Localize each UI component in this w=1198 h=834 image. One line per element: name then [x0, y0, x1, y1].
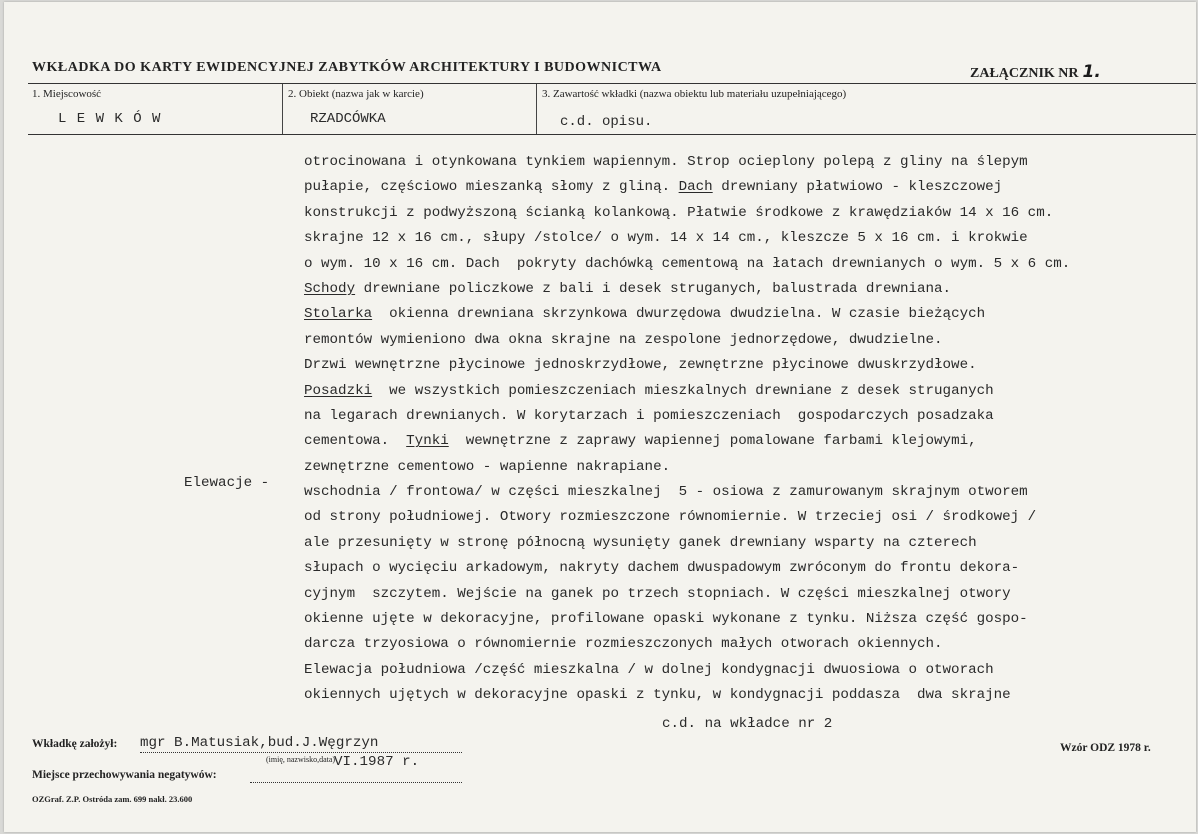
contents-label: 3. Zawartość wkładki (nazwa obiektu lub materiału uzupełniającego) — [542, 88, 847, 100]
section-heading: Tynki — [406, 433, 449, 450]
author-label: Wkładkę założył: — [32, 738, 118, 750]
text-line — [304, 252, 1070, 277]
text-line — [304, 632, 1070, 657]
object-label: 2. Obiekt (nazwa jak w karcie) — [288, 88, 424, 100]
text-segment: cyjnym szczytem. Wejście na ganek po trzech stopniach. W części mieszkalnej otwory — [304, 585, 1011, 602]
text-segment: wewnętrzne z zaprawy wapiennej pomalowane farbami klejowymi, — [448, 433, 977, 450]
template-note: Wzór ODZ 1978 r. — [1060, 742, 1151, 754]
text-line — [304, 658, 1070, 683]
field-divider-2 — [536, 84, 537, 134]
text-segment: darcza trzyosiowa o równomiernie rozmieszczonych małych otworach okiennych. — [304, 636, 943, 653]
record-sheet — [4, 2, 1196, 832]
annex-label — [970, 62, 1101, 82]
text-segment: okienne ujęte w dekoracyjne, profilowane opaski wykonane z tynku. Niższa część gospo- — [304, 611, 1028, 628]
text-line — [304, 531, 1070, 556]
text-line — [304, 683, 1070, 708]
text-segment: cementowa. — [304, 433, 407, 450]
text-segment: Elewacja południowa /część mieszkalna / w dolnej kondygnacji dwuosiowa o otworach — [304, 661, 994, 678]
section-heading: Dach — [678, 179, 713, 196]
text-segment: zewnętrzne cementowo - wapienne nakrapiane. — [304, 458, 671, 475]
text-segment: drewniane policzkowe z bali i desek struganych, balustrada drewniana. — [355, 280, 952, 297]
location-label: 1. Miejscowość — [32, 88, 102, 100]
storage-label: Miejsce przechowywania negatywów: — [32, 769, 217, 781]
text-segment: konstrukcji z podwyższoną ścianką kolankową. Płatwie środkowe z krawędziaków 14 x 16 cm. — [304, 204, 1054, 221]
text-segment: o wym. 10 x 16 cm. Dach pokryty dachówką cementową na łatach drewnianych o wym. 5 x 6 cm. — [304, 255, 1071, 272]
text-segment: pułapie, częściowo mieszanką słomy z gliną. — [304, 179, 679, 196]
document-title: WKŁADKA DO KARTY EWIDENCYJNEJ ZABYTKÓW ARCHITEKTURY I BUDOWNICTWA — [32, 60, 662, 75]
text-line — [304, 175, 1070, 200]
text-segment: drewniany płatwiowo - kleszczowej — [712, 179, 1003, 196]
text-line — [304, 328, 1070, 353]
text-line — [304, 379, 1070, 404]
text-segment: wschodnia / frontowa/ w części mieszkalnej 5 - osiowa z zamurowanym skrajnym otworem — [304, 484, 1028, 501]
header-rule-bottom — [28, 134, 1196, 135]
description-body — [304, 150, 1070, 709]
author-hint: (imię, nazwisko,data) — [266, 755, 336, 764]
printer-note: OZGraf. Z.P. Ostróda zam. 699 nakł. 23.600 — [32, 794, 193, 804]
section-heading: Posadzki — [304, 382, 373, 399]
object-value: RZADCÓWKA — [310, 111, 386, 127]
text-line — [304, 277, 1070, 302]
continuation-note: c.d. na wkładce nr 2 — [662, 716, 833, 732]
elevations-label: Elewacje - — [184, 475, 270, 491]
author-value: mgr B.Matusiak,bud.J.Węgrzyn — [140, 735, 379, 751]
annex-number: 1. — [1082, 62, 1101, 82]
text-line — [304, 429, 1070, 454]
field-divider-1 — [282, 84, 283, 134]
text-line — [304, 150, 1070, 175]
contents-value: c.d. opisu. — [560, 114, 653, 130]
text-segment: skrajne 12 x 16 cm., słupy /stolce/ o wym. 14 x 14 cm., kleszcze 5 x 16 cm. i krokwie — [304, 230, 1028, 247]
text-segment: słupach o wycięciu arkadowym, nakryty dachem dwuspadowym zwróconym do frontu dekora- — [304, 560, 1020, 577]
text-line — [304, 353, 1070, 378]
header-rule-top — [28, 83, 1196, 84]
text-segment: otrocinowana i otynkowana tynkiem wapiennym. Strop ocieplony polepą z gliny na ślepym — [304, 154, 1028, 170]
text-line — [304, 455, 1070, 480]
text-segment: remontów wymieniono dwa okna skrajne na zespolone jednorzędowe, dwudzielne. — [304, 331, 943, 348]
text-segment: ale przesunięty w stronę północną wysunięty ganek drewniany wsparty na czterech — [304, 534, 977, 551]
text-segment: okiennych ujętych w dekoracyjne opaski z tynku, w kondygnacji poddasza dwa skrajne — [304, 687, 1011, 704]
text-line — [304, 480, 1070, 505]
text-segment: okienna drewniana skrzynkowa dwurzędowa dwudzielna. W czasie bieżących — [372, 306, 986, 323]
author-date: VI.1987 r. — [334, 754, 420, 770]
text-segment: Drzwi wewnętrzne płycinowe jednoskrzydłowe, zewnętrzne płycinowe dwuskrzydłowe. — [304, 357, 977, 374]
text-line — [304, 404, 1070, 429]
storage-dotted-line — [250, 782, 462, 783]
author-dotted-line — [140, 752, 462, 753]
text-line — [304, 556, 1070, 581]
text-segment: od strony południowej. Otwory rozmieszczone równomiernie. W trzeciej osi / środkowej / — [304, 509, 1037, 526]
section-heading: Schody — [304, 280, 356, 297]
text-segment: na legarach drewnianych. W korytarzach i pomieszczeniach gospodarczych posadzaka — [304, 407, 994, 424]
text-line — [304, 505, 1070, 530]
text-line — [304, 582, 1070, 607]
text-segment: we wszystkich pomieszczeniach mieszkalnych drewniane z desek struganych — [372, 382, 994, 399]
text-line — [304, 607, 1070, 632]
section-heading: Stolarka — [304, 306, 373, 323]
text-line — [304, 226, 1070, 251]
text-line — [304, 302, 1070, 327]
annex-label-text: ZAŁĄCZNIK NR — [970, 66, 1079, 81]
location-value: L E W K Ó W — [58, 111, 162, 127]
text-line — [304, 201, 1070, 226]
